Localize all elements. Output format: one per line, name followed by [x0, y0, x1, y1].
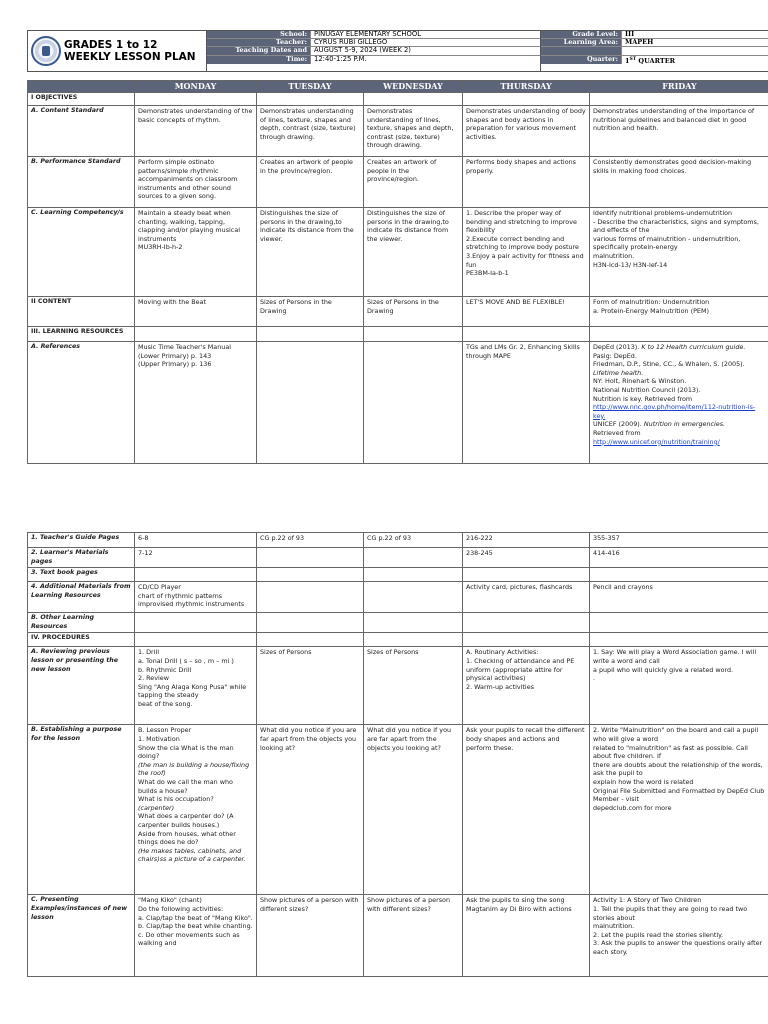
- day-wednesday: WEDNESDAY: [364, 81, 463, 93]
- nnc-link[interactable]: http://www.nnc.gov.ph/home/item/112-nutrition-is-key.: [593, 403, 756, 420]
- content-wed: Sizes of Persons in the Drawing: [364, 297, 463, 327]
- teacher-value: CYRUS RUBI GILLEGO: [310, 39, 540, 46]
- lm-pages-thu: 238-245: [463, 548, 590, 568]
- title-line-1: GRADES 1 to 12: [64, 39, 158, 51]
- purpose-mon: B. Lesson Proper 1. Motivation Show the cla What is the man doing? (the man is building a house/fixing the roof) What do we call the man who builds a house? What is his occupation? (carpenter) What does a carpenter do? (A carpenter builds houses.) Aside from houses, what other things does he do? (He makes tables, cabinets, and chairs)ss a picture of a carpenter.: [135, 725, 257, 895]
- learning-competency-thu: 1. Describe the proper way of bending and stretching to improve flexibility 2.Execute correct bending and stretching to improve body posture 3.Enjoy a pair activity for fitness and fun PE3BM-Ia-b-1: [463, 208, 590, 297]
- presenting-mon: "Mang Kiko" (chant) Do the following activities: a. Clap/tap the beat of "Mang Kiko". b. Clap/tap the beat while chanting. c. Do other movements such as walking and: [135, 895, 257, 977]
- lesson-plan-table-page2: [27, 532, 768, 977]
- purpose-tue: What did you notice if you are far apart from the objects you looking at?: [257, 725, 364, 895]
- additional-materials-thu: Activity card, pictures, flashcards: [463, 582, 590, 613]
- time-value: 12:40-1:25 P.M.: [310, 56, 540, 64]
- reviewing-wed: Sizes of Persons: [364, 647, 463, 725]
- performance-standard-tue: Creates an artwork of people in the province/region.: [257, 157, 364, 208]
- grade-label: Grade Level:: [541, 31, 621, 38]
- tg-pages-tue: CG p.22 of 93: [257, 533, 364, 548]
- presenting-wed: Show pictures of a person with different sizes?: [364, 895, 463, 977]
- day-tuesday: TUESDAY: [257, 81, 364, 93]
- other-resources-label: B. Other Learning Resources: [28, 613, 135, 633]
- day-friday: FRIDAY: [590, 81, 768, 93]
- day-thursday: THURSDAY: [463, 81, 590, 93]
- references-tue: [257, 342, 364, 464]
- presenting-tue: Show pictures of a person with different sizes?: [257, 895, 364, 977]
- learning-competency-wed: Distinguishes the size of persons in the drawing,to indicate its distance from the viewer.: [364, 208, 463, 297]
- presenting-thu: Ask the pupils to sing the song Magtanim ay Di Biro with actions: [463, 895, 590, 977]
- content-mon: Moving with the Beat: [135, 297, 257, 327]
- tg-pages-fri: 355-357: [590, 533, 768, 548]
- dates-value: AUGUST 5-9, 2024 (WEEK 2): [310, 47, 540, 54]
- objectives-section: I OBJECTIVES: [28, 93, 135, 106]
- references-mon: Music Time Teacher's Manual (Lower Primary) p. 143 (Upper Primary) p. 136: [135, 342, 257, 464]
- header-info-right: [541, 31, 768, 71]
- learning-competency-fri: Identify nutritional problems-undernutrition - Describe the characteristics, signs and symptoms, and effects of the various forms of malnutrition - undernutrition, specifically protein-energy malnutrition. H3N-Icd-13/ H3N-Ief-14: [590, 208, 768, 297]
- day-monday: MONDAY: [135, 81, 257, 93]
- quarter-value: 1ST QUARTER: [621, 56, 768, 64]
- performance-standard-thu: Performs body shapes and actions properly.: [463, 157, 590, 208]
- reviewing-fri: 1. Say: We will play a Word Association game. I will write a word and call a pupil who will quickly give a related word. .: [590, 647, 768, 725]
- corner-header: [28, 81, 135, 93]
- tg-pages-mon: 6-8: [135, 533, 257, 548]
- time-label: Time:: [207, 56, 310, 64]
- school-value: PINUGAY ELEMENTARY SCHOOL: [310, 31, 540, 38]
- content-label: II CONTENT: [28, 297, 135, 327]
- title-line-2: WEEKLY LESSON PLAN: [64, 51, 196, 63]
- references-wed: [364, 342, 463, 464]
- unicef-link[interactable]: http://www.unicef.org/nutrition/training/: [593, 437, 720, 446]
- tg-pages-label: 1. Teacher's Guide Pages: [28, 533, 135, 548]
- dates-label: Teaching Dates and: [207, 47, 310, 54]
- resources-section: III. LEARNING RESOURCES: [28, 327, 135, 342]
- references-label: A. References: [28, 342, 135, 464]
- school-label: School:: [207, 31, 310, 38]
- content-standard-fri: Demonstrates understanding of the importance of nutritional guidelines and balanced diet in good nutrition and health.: [590, 106, 768, 157]
- performance-standard-label: B. Performance Standard: [28, 157, 135, 208]
- references-thu: TGs and LMs Gr. 2, Enhancing Skills through MAPE: [463, 342, 590, 464]
- grade-value: III: [621, 31, 768, 38]
- tg-pages-thu: 216-222: [463, 533, 590, 548]
- purpose-label: B. Establishing a purpose for the lesson: [28, 725, 135, 895]
- learning-competency-label: C. Learning Competency/s: [28, 208, 135, 297]
- reviewing-thu: A. Routinary Activities: 1. Checking of attendance and PE uniform (appropriate attire for physical activities) 2. Warm-up activities: [463, 647, 590, 725]
- lesson-plan-header: [27, 30, 768, 72]
- reviewing-mon: 1. Drill a. Tonal Drill ( s – so , m – mi ) b. Rhythmic Drill 2. Review Sing "Ang Alaga Kong Pusa" while tapping the steady beat of the song.: [135, 647, 257, 725]
- content-standard-tue: Demonstrates understanding of lines, texture, shapes and depth, contrast (size, texture) through drawing.: [257, 106, 364, 157]
- content-standard-wed: Demonstrates understanding of lines, texture, shapes and depth, contrast (size, texture) through drawing.: [364, 106, 463, 157]
- area-label: Learning Area:: [541, 39, 621, 46]
- presenting-label: C. Presenting Examples/instances of new lesson: [28, 895, 135, 977]
- learning-competency-mon: Maintain a steady beat when chanting, walking, tapping, clapping and/or playing musical instruments MU3RH-Ib-h-2: [135, 208, 257, 297]
- presenting-fri: Activity 1: A Story of Two Children 1. Tell the pupils that they are going to read two stories about malnutrition. 2. Let the pupils read the stories silently. 3. Ask the pupils to answer the questions orally after each story.: [590, 895, 768, 977]
- references-fri: DepEd (2013). K to 12 Health curriculum guide. Pasig: DepEd. Friedman, D.P., Stine, CC., & Whalen, S. (2005). Lifetime health. NY: Holt, Rinehart & Winston. National Nutrition Council (2013). Nutrition is key. Retrieved from http://www.nnc.gov.ph/home/item/112-nutrition-is-key. UNICEF (2009). Nutrition in emergencies. Retrieved from http://www.unicef.org/nutrition/training/: [590, 342, 768, 464]
- lm-pages-mon: 7-12: [135, 548, 257, 568]
- content-fri: Form of malnutrition: Undernutrition a. Protein-Energy Malnutrition (PEM): [590, 297, 768, 327]
- additional-materials-fri: Pencil and crayons: [590, 582, 768, 613]
- header-title: [64, 39, 196, 63]
- quarter-label: Quarter:: [541, 56, 621, 64]
- header-title-block: [28, 31, 207, 71]
- content-thu: LET'S MOVE AND BE FLEXIBLE!: [463, 297, 590, 327]
- reviewing-tue: Sizes of Persons: [257, 647, 364, 725]
- header-info-left: [207, 31, 541, 71]
- purpose-wed: What did you notice if you are far apart from the objects you looking at?: [364, 725, 463, 895]
- content-standard-label: A. Content Standard: [28, 106, 135, 157]
- content-standard-mon: Demonstrates understanding of the basic concepts of rhythm.: [135, 106, 257, 157]
- performance-standard-mon: Perform simple ostinato patterns/simple rhythmic accompaniments on classroom instruments and other sound sources to a given song.: [135, 157, 257, 208]
- procedures-section: IV. PROCEDURES: [28, 633, 135, 647]
- additional-materials-mon: CD/CD Player chart of rhythmic patterns improvised rhythmic instruments: [135, 582, 257, 613]
- tg-pages-wed: CG p.22 of 93: [364, 533, 463, 548]
- learning-competency-tue: Distinguishes the size of persons in the drawing,to indicate its distance from the viewer.: [257, 208, 364, 297]
- purpose-thu: Ask your pupils to recall the different body shapes and actions and perform these.: [463, 725, 590, 895]
- performance-standard-wed: Creates an artwork of people in the province/region.: [364, 157, 463, 208]
- purpose-fri: 2. Write "Malnutrition" on the board and call a pupil who will give a word related to "malnutrition" as fast as possible. Call about five children. If there are doubts about the relationship of the words, ask the pupil to explain how the word is related Original File Submitted and Formatted by DepEd Club Member - visit depedclub.com for more: [590, 725, 768, 895]
- content-tue: Sizes of Persons in the Drawing: [257, 297, 364, 327]
- additional-materials-label: 4. Additional Materials from Learning Resources: [28, 582, 135, 613]
- lm-pages-label: 2. Learner's Materials pages: [28, 548, 135, 568]
- lesson-plan-table-page1: [27, 80, 768, 464]
- lm-pages-fri: 414-416: [590, 548, 768, 568]
- reviewing-label: A. Reviewing previous lesson or presenting the new lesson: [28, 647, 135, 725]
- deped-seal-icon: [31, 36, 61, 66]
- text-pages-label: 3. Text book pages: [28, 568, 135, 582]
- teacher-label: Teacher:: [207, 39, 310, 46]
- content-standard-thu: Demonstrates understanding of body shapes and body actions in preparation for various movement activities.: [463, 106, 590, 157]
- performance-standard-fri: Consistently demonstrates good decision-making skills in making food choices.: [590, 157, 768, 208]
- area-value: MAPEH: [621, 39, 768, 46]
